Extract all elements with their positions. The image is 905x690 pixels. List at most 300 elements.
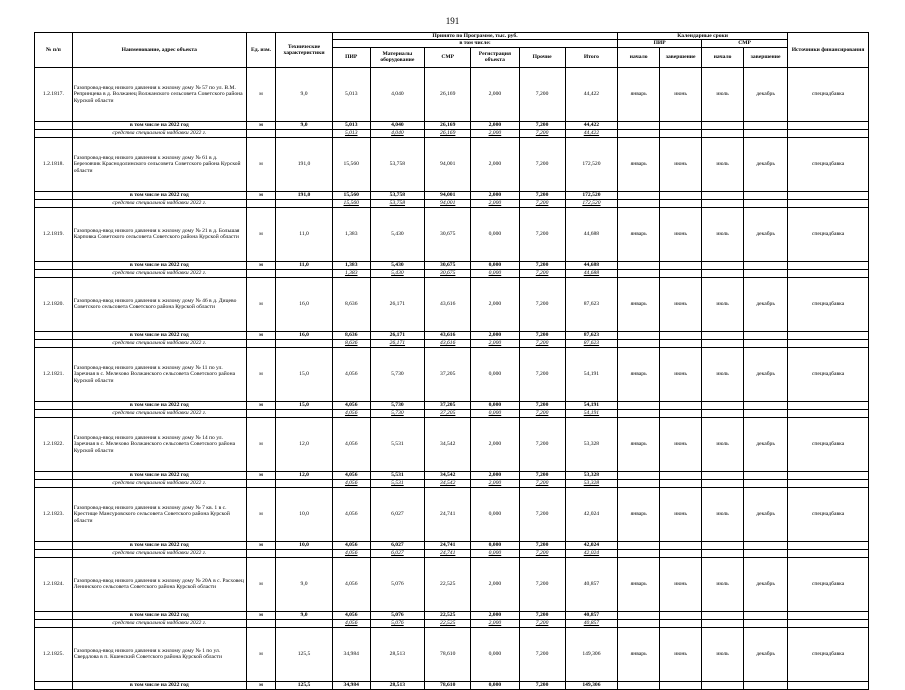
- header-end: завершение: [660, 47, 702, 67]
- empty-cell: [618, 549, 660, 557]
- empty-cell: [788, 611, 869, 619]
- other-cell: 7,200: [519, 541, 565, 549]
- empty-cell: [660, 611, 702, 619]
- tech-cell: 191,0: [276, 137, 333, 191]
- header-incl: в том числе:: [332, 40, 617, 47]
- reg-cell: 2,000: [471, 277, 519, 331]
- calendar-cell: январь: [618, 627, 660, 681]
- tech-cell: 10,0: [276, 487, 333, 541]
- reg-cell: 2,000: [471, 471, 519, 479]
- empty-cell: [35, 121, 73, 129]
- header-start2: начало: [702, 47, 744, 67]
- empty-cell: [246, 339, 275, 347]
- empty-cell: [35, 611, 73, 619]
- mat-cell: 6,027: [370, 487, 425, 541]
- empty-cell: [618, 339, 660, 347]
- empty-cell: [246, 199, 275, 207]
- subtotal-label: в том числе на 2022 год: [72, 541, 246, 549]
- pir-cell: 4,056: [332, 487, 370, 541]
- row-number: 1.2.1822.: [35, 417, 73, 471]
- pir-cell: 34,984: [332, 627, 370, 681]
- smr-cell: 22,525: [425, 557, 471, 611]
- header-reg: Регистрация объекта: [471, 47, 519, 67]
- empty-cell: [744, 401, 788, 409]
- calendar-cell: июль: [702, 557, 744, 611]
- empty-cell: [276, 479, 333, 487]
- reg-cell: 2,000: [471, 121, 519, 129]
- calendar-cell: декабрь: [744, 417, 788, 471]
- empty-cell: [660, 471, 702, 479]
- fund-row: [35, 269, 869, 277]
- subtotal-label: в том числе на 2022 год: [72, 611, 246, 619]
- empty-cell: [788, 331, 869, 339]
- total-cell: 44,422: [565, 121, 618, 129]
- empty-cell: [788, 199, 869, 207]
- reg-cell: 2,000: [471, 129, 519, 137]
- row-number: 1.2.1819.: [35, 207, 73, 261]
- empty-cell: [744, 199, 788, 207]
- empty-cell: [788, 541, 869, 549]
- empty-cell: [35, 549, 73, 557]
- empty-cell: [276, 269, 333, 277]
- smr-cell: 24,741: [425, 487, 471, 541]
- row-number: 1.2.1823.: [35, 487, 73, 541]
- empty-cell: [788, 471, 869, 479]
- empty-cell: [744, 121, 788, 129]
- empty-cell: [246, 619, 275, 627]
- tech-cell: 15,0: [276, 401, 333, 409]
- row-number: 1.2.1824.: [35, 557, 73, 611]
- empty-cell: [660, 121, 702, 129]
- calendar-cell: декабрь: [744, 207, 788, 261]
- tech-cell: 10,0: [276, 541, 333, 549]
- page-number: 191: [445, 16, 460, 26]
- source-cell: спецнадбавка: [788, 347, 869, 401]
- empty-cell: [702, 619, 744, 627]
- tech-cell: 15,0: [276, 347, 333, 401]
- calendar-cell: июль: [702, 67, 744, 121]
- other-cell: 7,200: [519, 269, 565, 277]
- mat-cell: 5,076: [370, 611, 425, 619]
- unit-cell: м: [246, 347, 275, 401]
- smr-cell: 30,675: [425, 261, 471, 269]
- unit-cell: м: [246, 401, 275, 409]
- calendar-cell: декабрь: [744, 557, 788, 611]
- empty-cell: [35, 191, 73, 199]
- pir-cell: 8,636: [332, 339, 370, 347]
- calendar-cell: январь: [618, 67, 660, 121]
- unit-cell: м: [246, 471, 275, 479]
- header-name: Наименование, адрес объекта: [72, 33, 246, 68]
- mat-cell: 53,758: [370, 199, 425, 207]
- empty-cell: [744, 129, 788, 137]
- smr-cell: 78,610: [425, 681, 471, 689]
- mat-cell: 5,730: [370, 409, 425, 417]
- empty-cell: [660, 129, 702, 137]
- empty-cell: [618, 191, 660, 199]
- table-row: [35, 277, 869, 331]
- mat-cell: 26,171: [370, 331, 425, 339]
- other-cell: 7,200: [519, 487, 565, 541]
- reg-cell: 0,000: [471, 487, 519, 541]
- empty-cell: [744, 541, 788, 549]
- empty-cell: [35, 541, 73, 549]
- calendar-cell: июль: [702, 487, 744, 541]
- unit-cell: м: [246, 207, 275, 261]
- tech-cell: 9,0: [276, 67, 333, 121]
- table-row: [35, 67, 869, 121]
- row-number: 1.2.1817.: [35, 67, 73, 121]
- year-subtotal-row: [35, 331, 869, 339]
- calendar-cell: июль: [702, 417, 744, 471]
- empty-cell: [788, 619, 869, 627]
- other-cell: 7,200: [519, 199, 565, 207]
- total-cell: 44,688: [565, 207, 618, 261]
- tech-cell: 125,5: [276, 627, 333, 681]
- reg-cell: 2,000: [471, 339, 519, 347]
- pir-cell: 4,056: [332, 611, 370, 619]
- total-cell: 172,520: [565, 199, 618, 207]
- object-name: Газопровод-ввод низкого давления к жилому дому № 21 в д. Большая Карповка Советского сельсовета Советского района Курской области: [72, 207, 246, 261]
- empty-cell: [660, 541, 702, 549]
- empty-cell: [618, 471, 660, 479]
- total-cell: 172,520: [565, 137, 618, 191]
- pir-cell: 5,013: [332, 121, 370, 129]
- mat-cell: 5,076: [370, 619, 425, 627]
- subtotal-label: в том числе на 2022 год: [72, 471, 246, 479]
- empty-cell: [702, 479, 744, 487]
- calendar-cell: июль: [702, 627, 744, 681]
- tech-cell: 12,0: [276, 417, 333, 471]
- empty-cell: [744, 261, 788, 269]
- empty-cell: [35, 269, 73, 277]
- header-total: Итого: [565, 47, 618, 67]
- reg-cell: 2,000: [471, 479, 519, 487]
- tech-cell: 9,0: [276, 121, 333, 129]
- empty-cell: [660, 331, 702, 339]
- subtotal-label: в том числе на 2022 год: [72, 401, 246, 409]
- other-cell: 7,200: [519, 347, 565, 401]
- empty-cell: [744, 269, 788, 277]
- empty-cell: [618, 401, 660, 409]
- empty-cell: [744, 479, 788, 487]
- unit-cell: м: [246, 277, 275, 331]
- pir-cell: 4,056: [332, 401, 370, 409]
- other-cell: 7,200: [519, 277, 565, 331]
- smr-cell: 43,616: [425, 339, 471, 347]
- program-table: [34, 32, 869, 690]
- empty-cell: [660, 261, 702, 269]
- subtotal-label: в том числе на 2022 год: [72, 331, 246, 339]
- empty-cell: [788, 479, 869, 487]
- reg-cell: 0,000: [471, 261, 519, 269]
- empty-cell: [618, 331, 660, 339]
- reg-cell: 2,000: [471, 191, 519, 199]
- mat-cell: 6,027: [370, 549, 425, 557]
- table-header: [35, 33, 869, 68]
- pir-cell: 15,560: [332, 137, 370, 191]
- calendar-cell: июль: [702, 347, 744, 401]
- empty-cell: [618, 121, 660, 129]
- unit-cell: м: [246, 331, 275, 339]
- total-cell: 42,024: [565, 541, 618, 549]
- empty-cell: [276, 199, 333, 207]
- smr-cell: 26,169: [425, 67, 471, 121]
- header-materials: Материалы оборудование: [370, 47, 425, 67]
- empty-cell: [35, 199, 73, 207]
- table-body: [35, 67, 869, 689]
- fund-row: [35, 479, 869, 487]
- reg-cell: 0,000: [471, 549, 519, 557]
- calendar-cell: декабрь: [744, 277, 788, 331]
- total-cell: 54,191: [565, 347, 618, 401]
- pir-cell: 8,636: [332, 331, 370, 339]
- unit-cell: м: [246, 261, 275, 269]
- empty-cell: [618, 269, 660, 277]
- mat-cell: 4,040: [370, 129, 425, 137]
- mat-cell: 26,171: [370, 339, 425, 347]
- other-cell: 7,200: [519, 137, 565, 191]
- mat-cell: 6,027: [370, 541, 425, 549]
- fund-row: [35, 199, 869, 207]
- empty-cell: [246, 549, 275, 557]
- other-cell: 7,200: [519, 207, 565, 261]
- fund-row: [35, 409, 869, 417]
- reg-cell: 2,000: [471, 199, 519, 207]
- empty-cell: [660, 199, 702, 207]
- source-cell: спецнадбавка: [788, 67, 869, 121]
- year-subtotal-row: [35, 681, 869, 689]
- smr-cell: 94,001: [425, 191, 471, 199]
- other-cell: 7,200: [519, 417, 565, 471]
- row-number: 1.2.1825.: [35, 627, 73, 681]
- empty-cell: [618, 619, 660, 627]
- pir-cell: 4,056: [332, 557, 370, 611]
- header-calendar: Календарные сроки: [618, 33, 788, 40]
- total-cell: 54,191: [565, 401, 618, 409]
- source-cell: спецнадбавка: [788, 417, 869, 471]
- empty-cell: [35, 479, 73, 487]
- object-name: Газопровод-ввод низкого давления к жилому дому № 20А в с. Расховец Ленинского сельсовета Советского района Курской области: [72, 557, 246, 611]
- empty-cell: [788, 191, 869, 199]
- unit-cell: м: [246, 67, 275, 121]
- fund-label: средства специальной надбавки 2022 г.: [72, 409, 246, 417]
- empty-cell: [618, 261, 660, 269]
- calendar-cell: декабрь: [744, 347, 788, 401]
- total-cell: 87,623: [565, 339, 618, 347]
- year-subtotal-row: [35, 261, 869, 269]
- mat-cell: 5,730: [370, 401, 425, 409]
- total-cell: 54,191: [565, 409, 618, 417]
- empty-cell: [35, 409, 73, 417]
- calendar-cell: июнь: [660, 67, 702, 121]
- empty-cell: [246, 269, 275, 277]
- empty-cell: [788, 681, 869, 689]
- other-cell: 7,200: [519, 681, 565, 689]
- empty-cell: [618, 681, 660, 689]
- empty-cell: [660, 549, 702, 557]
- table-row: [35, 627, 869, 681]
- smr-cell: 37,205: [425, 347, 471, 401]
- empty-cell: [744, 339, 788, 347]
- smr-cell: 34,542: [425, 479, 471, 487]
- pir-cell: 15,560: [332, 191, 370, 199]
- year-subtotal-row: [35, 471, 869, 479]
- calendar-cell: июнь: [660, 277, 702, 331]
- reg-cell: 2,000: [471, 331, 519, 339]
- source-cell: спецнадбавка: [788, 557, 869, 611]
- pir-cell: 5,013: [332, 129, 370, 137]
- empty-cell: [660, 409, 702, 417]
- total-cell: 44,688: [565, 269, 618, 277]
- reg-cell: 2,000: [471, 619, 519, 627]
- pir-cell: 4,056: [332, 347, 370, 401]
- tech-cell: 16,0: [276, 277, 333, 331]
- smr-cell: 22,525: [425, 619, 471, 627]
- empty-cell: [788, 269, 869, 277]
- calendar-cell: июнь: [660, 557, 702, 611]
- calendar-cell: июль: [702, 137, 744, 191]
- reg-cell: 2,000: [471, 557, 519, 611]
- fund-label: средства специальной надбавки 2022 г.: [72, 199, 246, 207]
- calendar-cell: декабрь: [744, 67, 788, 121]
- mat-cell: 28,513: [370, 627, 425, 681]
- reg-cell: 2,000: [471, 611, 519, 619]
- reg-cell: 2,000: [471, 137, 519, 191]
- empty-cell: [702, 199, 744, 207]
- empty-cell: [788, 409, 869, 417]
- empty-cell: [35, 401, 73, 409]
- tech-cell: 9,0: [276, 611, 333, 619]
- smr-cell: 37,205: [425, 409, 471, 417]
- unit-cell: м: [246, 681, 275, 689]
- pir-cell: 4,056: [332, 619, 370, 627]
- tech-cell: 9,0: [276, 557, 333, 611]
- unit-cell: м: [246, 417, 275, 471]
- empty-cell: [788, 549, 869, 557]
- subtotal-label: в том числе на 2022 год: [72, 261, 246, 269]
- empty-cell: [744, 409, 788, 417]
- calendar-cell: июнь: [660, 627, 702, 681]
- pir-cell: 1,383: [332, 261, 370, 269]
- year-subtotal-row: [35, 401, 869, 409]
- other-cell: 7,200: [519, 339, 565, 347]
- pir-cell: 1,383: [332, 207, 370, 261]
- other-cell: 7,200: [519, 619, 565, 627]
- row-number: 1.2.1821.: [35, 347, 73, 401]
- empty-cell: [702, 129, 744, 137]
- tech-cell: 191,0: [276, 191, 333, 199]
- empty-cell: [660, 479, 702, 487]
- empty-cell: [702, 611, 744, 619]
- unit-cell: м: [246, 627, 275, 681]
- subtotal-label: в том числе на 2022 год: [72, 681, 246, 689]
- mat-cell: 5,430: [370, 269, 425, 277]
- fund-label: средства специальной надбавки 2022 г.: [72, 619, 246, 627]
- other-cell: 7,200: [519, 409, 565, 417]
- calendar-cell: январь: [618, 137, 660, 191]
- other-cell: 7,200: [519, 627, 565, 681]
- empty-cell: [702, 261, 744, 269]
- header-start: начало: [618, 47, 660, 67]
- pir-cell: 4,056: [332, 471, 370, 479]
- empty-cell: [744, 471, 788, 479]
- reg-cell: 2,000: [471, 417, 519, 471]
- total-cell: 40,857: [565, 557, 618, 611]
- empty-cell: [618, 409, 660, 417]
- reg-cell: 0,000: [471, 409, 519, 417]
- other-cell: 7,200: [519, 611, 565, 619]
- empty-cell: [788, 401, 869, 409]
- empty-cell: [702, 331, 744, 339]
- calendar-cell: январь: [618, 557, 660, 611]
- year-subtotal-row: [35, 541, 869, 549]
- empty-cell: [35, 471, 73, 479]
- empty-cell: [35, 261, 73, 269]
- total-cell: 44,422: [565, 129, 618, 137]
- mat-cell: 5,730: [370, 347, 425, 401]
- tech-cell: 12,0: [276, 471, 333, 479]
- header-num: № п/п: [35, 33, 73, 68]
- total-cell: 42,024: [565, 549, 618, 557]
- mat-cell: 4,040: [370, 67, 425, 121]
- empty-cell: [246, 409, 275, 417]
- empty-cell: [660, 269, 702, 277]
- smr-cell: 24,741: [425, 541, 471, 549]
- table-row: [35, 417, 869, 471]
- total-cell: 53,328: [565, 471, 618, 479]
- empty-cell: [788, 339, 869, 347]
- year-subtotal-row: [35, 121, 869, 129]
- total-cell: 87,623: [565, 277, 618, 331]
- pir-cell: 4,056: [332, 409, 370, 417]
- header-cal-smr: СМР: [702, 40, 788, 47]
- empty-cell: [788, 121, 869, 129]
- total-cell: 40,857: [565, 611, 618, 619]
- pir-cell: 34,984: [332, 681, 370, 689]
- other-cell: 7,200: [519, 479, 565, 487]
- source-cell: спецнадбавка: [788, 137, 869, 191]
- total-cell: 149,306: [565, 681, 618, 689]
- fund-label: средства специальной надбавки 2022 г.: [72, 129, 246, 137]
- unit-cell: м: [246, 487, 275, 541]
- pir-cell: 15,560: [332, 199, 370, 207]
- total-cell: 149,306: [565, 627, 618, 681]
- empty-cell: [702, 471, 744, 479]
- pir-cell: 8,636: [332, 277, 370, 331]
- mat-cell: 28,513: [370, 681, 425, 689]
- smr-cell: 34,542: [425, 417, 471, 471]
- header-unit: Ед. изм.: [246, 33, 275, 68]
- total-cell: 44,688: [565, 261, 618, 269]
- empty-cell: [702, 401, 744, 409]
- tech-cell: 11,0: [276, 207, 333, 261]
- empty-cell: [744, 331, 788, 339]
- empty-cell: [618, 199, 660, 207]
- empty-cell: [35, 331, 73, 339]
- fund-label: средства специальной надбавки 2022 г.: [72, 479, 246, 487]
- tech-cell: 16,0: [276, 331, 333, 339]
- total-cell: 40,857: [565, 619, 618, 627]
- row-number: 1.2.1820.: [35, 277, 73, 331]
- empty-cell: [702, 339, 744, 347]
- calendar-cell: декабрь: [744, 137, 788, 191]
- table-row: [35, 137, 869, 191]
- smr-cell: 94,001: [425, 199, 471, 207]
- empty-cell: [702, 541, 744, 549]
- unit-cell: м: [246, 541, 275, 549]
- empty-cell: [744, 681, 788, 689]
